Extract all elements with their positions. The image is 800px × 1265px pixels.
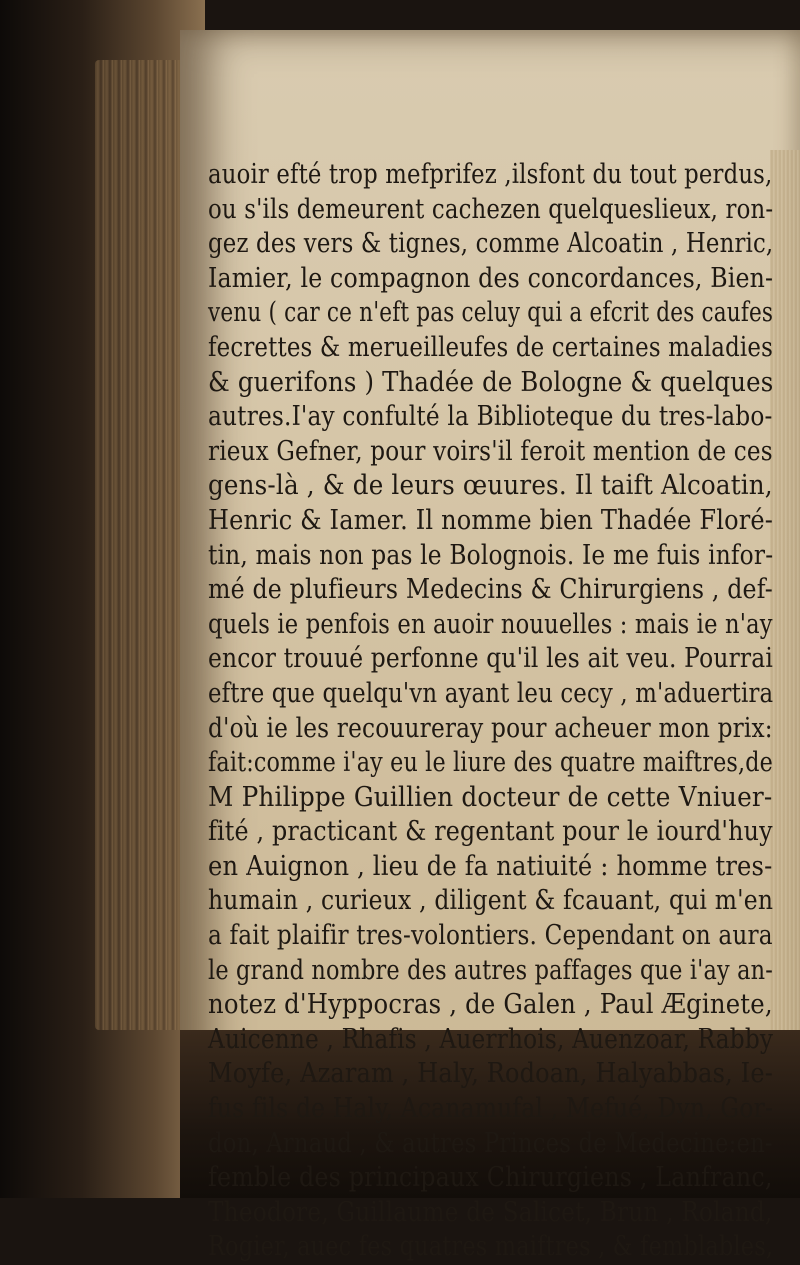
text-line: en Auignon , lieu de fa natiuité : homme tres- <box>208 850 773 882</box>
text-line: Henric & Iamer. Il nomme bien Thadée Floré- <box>208 504 774 536</box>
text-line: ou s'ils demeurent cachezen quelqueslieux, ron- <box>208 193 774 225</box>
text-line: tin, mais non pas le Bolognois. Ie me fuis infor- <box>208 539 774 571</box>
text-line: M Philippe Guillien docteur de cette Vniuer- <box>208 781 773 813</box>
text-line: autres.I'ay confulté la Biblioteque du tres-labo- <box>208 401 773 433</box>
text-line: femble des principaux Chirurgiens , Lanfranc, <box>208 1162 773 1194</box>
text-line: fité , practicant & regentant pour le iourd'huy <box>208 816 773 848</box>
text-line: don, Arnaud , & autres Princes de Medecine:en- <box>208 1127 773 1159</box>
text-line: eftre que quelqu'vn ayant leu cecy , m'aduertira <box>208 677 774 709</box>
text-line: notez d'Hyppocras , de Galen , Paul Æginete, <box>208 989 773 1021</box>
text-line: fait:comme i'ay eu le liure des quatre maiftres,de <box>208 747 773 779</box>
text-line: mé de plufieurs Medecins & Chirurgiens , def- <box>208 574 773 606</box>
text-line: encor trouué perfonne qu'il les ait veu. Pourrai <box>208 643 773 675</box>
text-line: le grand nombre des autres paffages que i'ay an- <box>208 954 773 986</box>
text-line: d'où ie les recouureray pour acheuer mon prix: <box>208 712 773 744</box>
text-line: Rogier, auec fes quatres maiftres , & femblables, <box>208 1231 774 1263</box>
text-line: fecrettes & merueilleufes de certaines maladies <box>208 331 774 363</box>
text-line: Iamier, le compagnon des concordances, Bien- <box>208 262 774 294</box>
text-line: gens-là , & de leurs œuures. Il taift Alcoatin, <box>208 470 773 502</box>
text-line: fus fils de Haly, Acanamufal , Mefué, Dyn, Gor- <box>208 1093 774 1125</box>
text-line: a fait plaifir tres-volontiers. Cependant on aura <box>208 920 773 952</box>
text-line: Theodore, Guillaume de Salicet, Brun , Roland, <box>208 1196 773 1228</box>
text-line: gez des vers & tignes, comme Alcoatin , Henric, <box>208 228 774 260</box>
text-line: Auicenne , Rhafis , Auerrhois, Auenzoar, Rabby <box>208 1023 774 1055</box>
text-line: humain , curieux , diligent & fcauant, qui m'en <box>208 885 774 917</box>
text-line: & guerifons ) Thadée de Bologne & quelques <box>208 366 774 398</box>
text-line: venu ( car ce n'eft pas celuy qui a efcrit des caufes <box>208 297 774 329</box>
page-text <box>208 158 798 1265</box>
text-line: rieux Gefner, pour voirs'il feroit mention de ces <box>208 435 773 467</box>
text-line: auoir efté trop mefprifez ,ilsfont du tout perdus, <box>208 159 773 190</box>
text-line: quels ie penfois en auoir nouuelles : mais ie n'ay <box>208 608 773 640</box>
text-line: Moyfe, Azaram , Haly, Rodoan, Halyabbas, Ie- <box>208 1058 773 1090</box>
